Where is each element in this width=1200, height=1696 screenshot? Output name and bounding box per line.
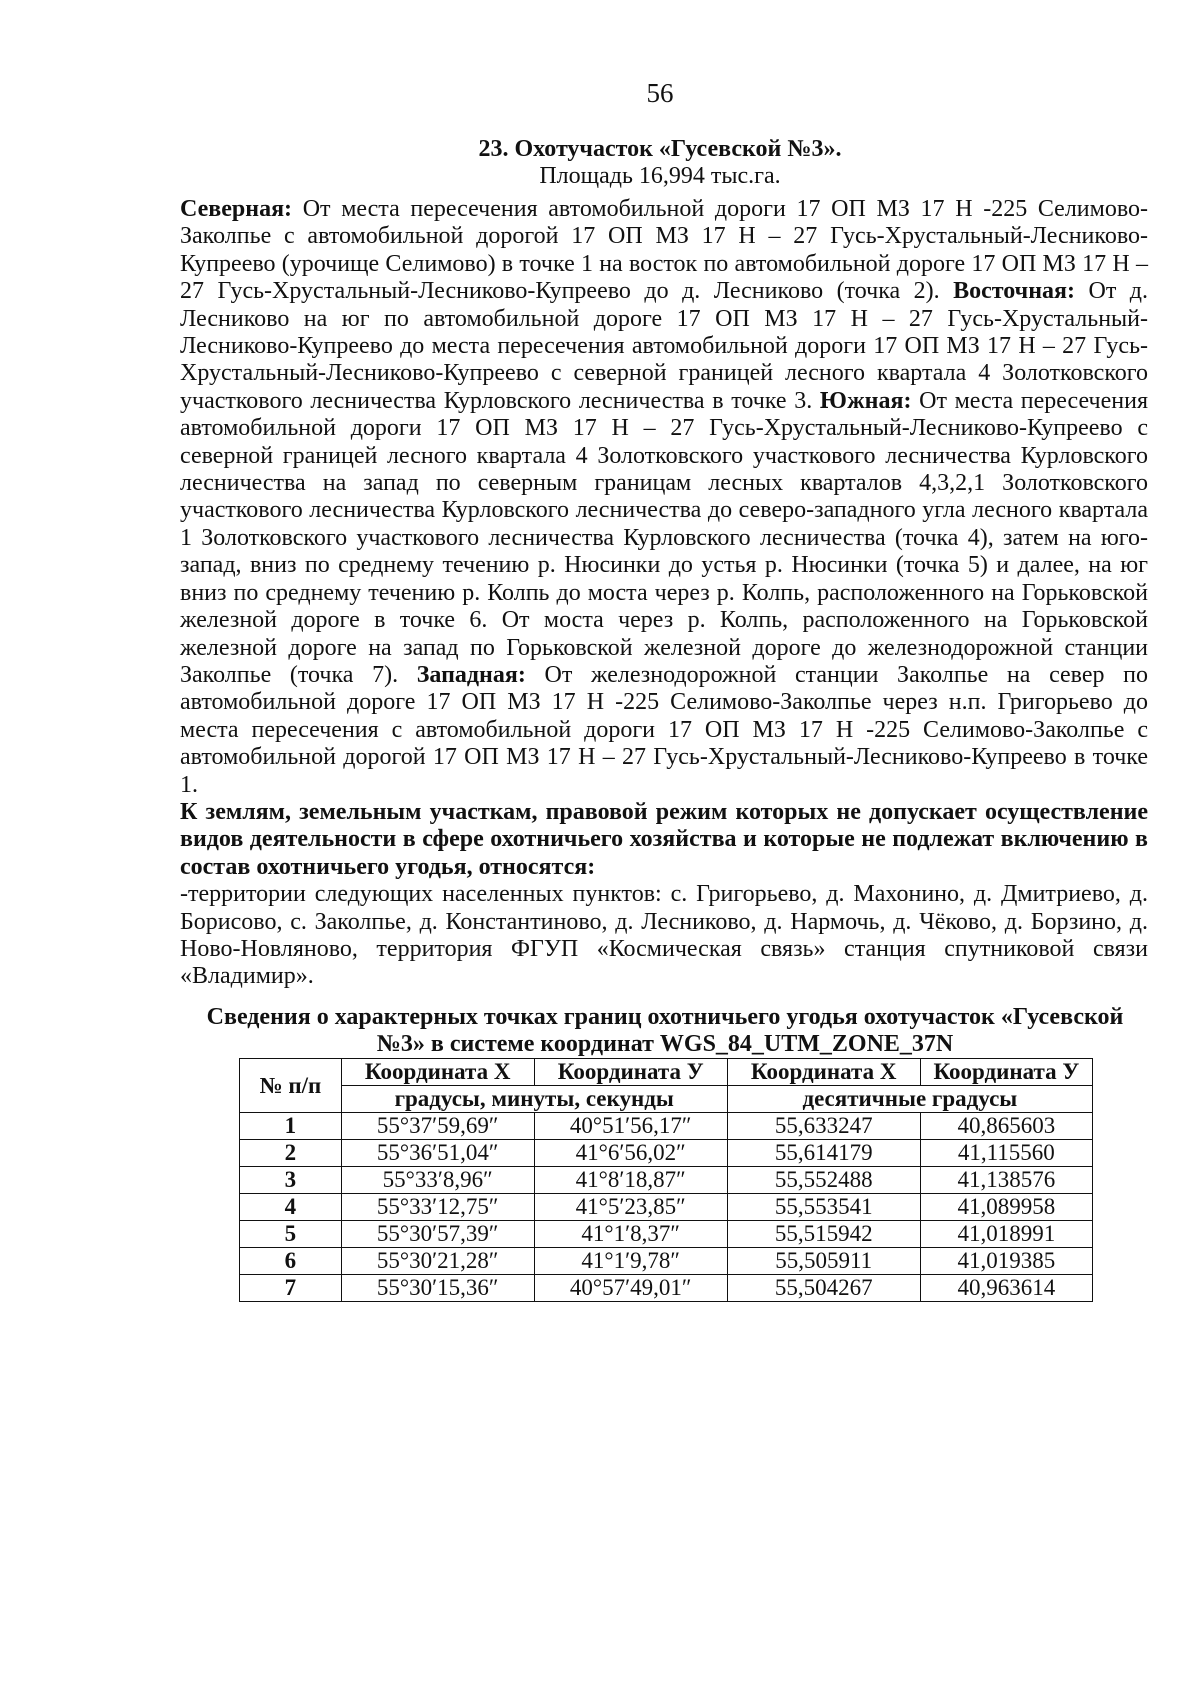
y-decimal: 41,089958 bbox=[920, 1194, 1092, 1221]
x-decimal: 55,515942 bbox=[727, 1221, 920, 1248]
section-title: 23. Охотучасток «Гусевской №3». bbox=[478, 136, 842, 162]
x-dms: 55°33′12,75″ bbox=[341, 1194, 534, 1221]
north-boundary-text: От места пересечения автомобильной дороги 17 ОП МЗ 17 Н -225 Селимово-Заколпье с автомобильной дорогой 17 ОП МЗ 17 Н – 27 Гусь-Хрустальный-Лесниково-Купреево (урочище Селимово) в точке 1 на восток по автомобильной дороге 17 ОП МЗ 17 Н – 27 Гусь-Хрустальный-Лесниково-Купреево до д. Лесниково (точка 2). bbox=[180, 196, 1148, 305]
west-boundary-label: Западная: bbox=[416, 661, 526, 688]
south-boundary-text: От места пересечения автомобильной дороги 17 ОП МЗ 17 Н – 27 Гусь-Хрустальный-Лесниково-Купреево с северной границей лесного квартала 4 Золотковского участкового лесничества Курловского лесничества на запад по северным границам лесных кварталов 4,3,2,1 Золотковского участкового лесничества Курловского лесничества до северо-западного угла лесного квартала 1 Золотковского участкового лесничества Курловского лесничества (точка 4), затем на юго-запад, вниз по среднему течению р. Нюсинки до устья р. Нюсинки (точка 5) и далее, на юг вниз по среднему течению р. Колпь до моста через р. Колпь, расположенного на Горьковской железной дороге в точке 6. От моста через р. Колпь, расположенного на Горьковской железной дороге на запад по Горьковской железной дороге до железнодорожной станции Заколпье (точка 7). bbox=[180, 387, 1149, 688]
y-dms: 41°6′56,02″ bbox=[534, 1140, 727, 1167]
document-body bbox=[180, 196, 1148, 991]
east-boundary-label: Восточная: bbox=[953, 278, 1075, 305]
table-title: Сведения о характерных точках границ охотничьего угодья охотучасток «Гусевской №3» в системе координат WGS_84_UTM_ZONE_37N bbox=[206, 1004, 1124, 1057]
coordinates-table bbox=[239, 1058, 1093, 1302]
y-decimal: 41,138576 bbox=[920, 1167, 1092, 1194]
y-decimal: 40,865603 bbox=[920, 1113, 1092, 1140]
section-area: Площадь 16,994 тыс.га. bbox=[539, 163, 781, 189]
y-dms: 40°57′49,01″ bbox=[534, 1275, 727, 1302]
y-dms: 41°1′9,78″ bbox=[534, 1248, 727, 1275]
y-decimal: 41,115560 bbox=[920, 1140, 1092, 1167]
y-decimal: 40,963614 bbox=[920, 1275, 1092, 1302]
point-number: 4 bbox=[240, 1194, 342, 1221]
restrictions-text: -территории следующих населенных пунктов: с. Григорьево, д. Махонино, д. Дмитриево, д. Борисово, с. Заколпье, д. Константиново, д. Лесниково, д. Нармочь, д. Чёково, д. Борзино, д. Ново-Новляново, территория ФГУП «Космическая связь» станция спутниковой связи «Владимир». bbox=[180, 881, 1148, 990]
boundary-description bbox=[180, 196, 1148, 799]
table-subheader-row bbox=[240, 1086, 1093, 1113]
x-dms: 55°30′21,28″ bbox=[341, 1248, 534, 1275]
header-dms: градусы, минуты, секунды bbox=[341, 1086, 727, 1113]
point-number: 2 bbox=[240, 1140, 342, 1167]
point-number: 6 bbox=[240, 1248, 342, 1275]
point-number: 5 bbox=[240, 1221, 342, 1248]
table-row bbox=[240, 1167, 1093, 1194]
south-boundary-label: Южная: bbox=[819, 387, 912, 414]
x-dms: 55°37′59,69″ bbox=[341, 1113, 534, 1140]
x-decimal: 55,552488 bbox=[727, 1167, 920, 1194]
table-row bbox=[240, 1221, 1093, 1248]
table-row bbox=[240, 1248, 1093, 1275]
page-number: 56 bbox=[646, 78, 674, 108]
x-dms: 55°33′8,96″ bbox=[341, 1167, 534, 1194]
header-coord-y-dec: Координата У bbox=[920, 1059, 1092, 1086]
y-decimal: 41,019385 bbox=[920, 1248, 1092, 1275]
y-dms: 41°5′23,85″ bbox=[534, 1194, 727, 1221]
west-boundary-text: От железнодорожной станции Заколпье на север по автомобильной дороге 17 ОП МЗ 17 Н -225 Селимово-Заколпье через н.п. Григорьево до места пересечения с автомобильной дороги 17 ОП МЗ 17 Н -225 Селимово-Заколпье с автомобильной дорогой 17 ОП МЗ 17 Н – 27 Гусь-Хрустальный-Лесниково-Купреево в точке 1. bbox=[180, 661, 1148, 798]
y-decimal: 41,018991 bbox=[920, 1221, 1092, 1248]
x-decimal: 55,553541 bbox=[727, 1194, 920, 1221]
north-boundary-label: Северная: bbox=[180, 196, 293, 222]
point-number: 7 bbox=[240, 1275, 342, 1302]
point-number: 1 bbox=[240, 1113, 342, 1140]
restrictions-heading-text: К землям, земельным участкам, правовой режим которых не допускает осуществление видов деятельности в сфере охотничьего хозяйства и которые не подлежат включению в состав охотничьего угодья, относятся: bbox=[180, 798, 1148, 880]
east-boundary-text: От д. Лесниково на юг по автомобильной дороге 17 ОП МЗ 17 Н – 27 Гусь-Хрустальный-Лесниково-Купреево до места пересечения автомобильной дороги 17 ОП МЗ 17 Н – 27 Гусь-Хрустальный-Лесниково-Купреево с северной границей лесного квартала 4 Золотковского участкового лесничества Курловского лесничества в точке 3. bbox=[180, 278, 1149, 414]
x-dms: 55°30′57,39″ bbox=[341, 1221, 534, 1248]
x-dms: 55°36′51,04″ bbox=[341, 1140, 534, 1167]
header-coord-y-dms: Координата У bbox=[534, 1059, 727, 1086]
section-heading bbox=[180, 136, 1140, 190]
table-header-row bbox=[240, 1059, 1093, 1086]
table-row bbox=[240, 1194, 1093, 1221]
point-number: 3 bbox=[240, 1167, 342, 1194]
table-row bbox=[240, 1113, 1093, 1140]
table-row bbox=[240, 1275, 1093, 1302]
y-dms: 41°8′18,87″ bbox=[534, 1167, 727, 1194]
x-dms: 55°30′15,36″ bbox=[341, 1275, 534, 1302]
header-num: № п/п bbox=[240, 1059, 342, 1113]
header-coord-x-dms: Координата X bbox=[341, 1059, 534, 1086]
x-decimal: 55,505911 bbox=[727, 1248, 920, 1275]
header-coord-x-dec: Координата X bbox=[727, 1059, 920, 1086]
header-decimal: десятичные градусы bbox=[727, 1086, 1092, 1113]
x-decimal: 55,633247 bbox=[727, 1113, 920, 1140]
y-dms: 41°1′8,37″ bbox=[534, 1221, 727, 1248]
restrictions-heading bbox=[180, 799, 1148, 881]
x-decimal: 55,504267 bbox=[727, 1275, 920, 1302]
y-dms: 40°51′56,17″ bbox=[534, 1113, 727, 1140]
table-row bbox=[240, 1140, 1093, 1167]
x-decimal: 55,614179 bbox=[727, 1140, 920, 1167]
